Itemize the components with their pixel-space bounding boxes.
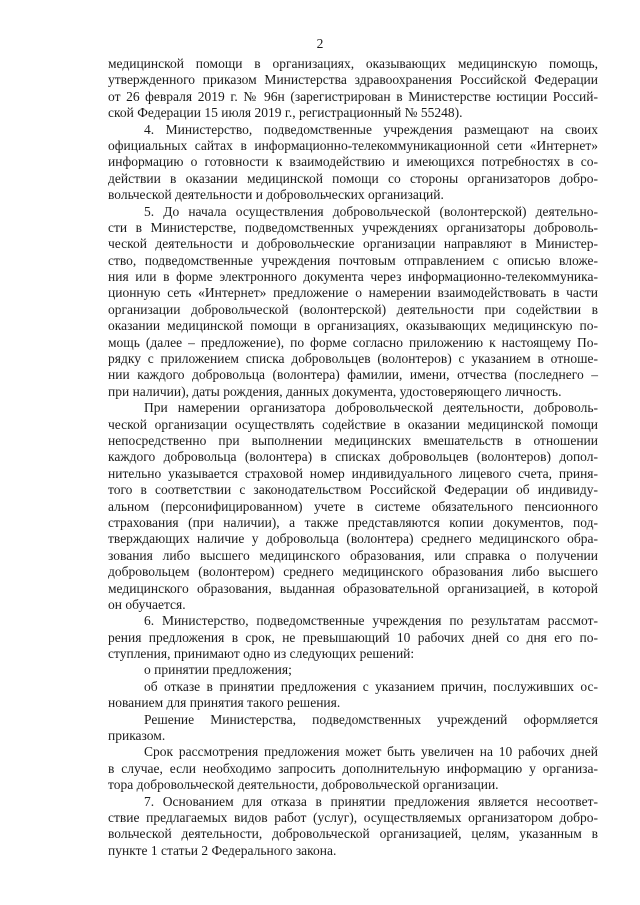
text-line: приказом.: [108, 728, 166, 744]
text-line: непосредственно при выполнении медицинских вмешательств в отношении: [108, 432, 598, 448]
text-line: от 26 февраля 2019 г. № 96н (зарегистрирован в Министерстве юстиции Россий-: [108, 88, 598, 104]
text-line: нительно указывается страховой номер индивидуального лицевого счета, приня-: [108, 465, 598, 481]
text-line: он обучается.: [108, 596, 186, 612]
text-line: при наличии), даты рождения, данных документа, удостоверяющего личность.: [108, 383, 562, 399]
page-number: 2: [316, 36, 324, 51]
text-line: 6. Министерство, подведомственные учреждения по результатам рассмот-: [144, 613, 598, 629]
text-line: пункте 1 статьи 2 Федерального закона.: [108, 842, 337, 858]
paragraph: [108, 662, 598, 678]
text-line: утвержденного приказом Министерства здравоохранения Российской Федерации: [108, 72, 598, 88]
paragraph: [108, 712, 598, 745]
text-line: При намерении организатора добровольческой деятельности, доброволь-: [144, 400, 598, 416]
text-line: ство, подведомственные учреждения почтовым отправлением с описью вложе-: [108, 252, 598, 268]
text-line: ния или в форме электронного документа через информационно-телекоммуника-: [108, 269, 598, 285]
text-line: того в соответствии с законодательством Российской Федерации об индивиду-: [108, 482, 598, 498]
text-line: 7. Основанием для отказа в принятии предложения является несоответ-: [144, 793, 598, 809]
text-line: о принятии предложения;: [144, 662, 292, 678]
text-line: вольческой деятельности, добровольческой организацией, целям, указанным в: [108, 826, 598, 842]
text-line: действии в оказании медицинской помощи со стороны организаторов добро-: [108, 170, 598, 186]
text-line: медицинской помощи в организациях, оказывающих медицинскую помощь,: [108, 56, 598, 71]
text-line: зования либо высшего медицинского образования, или справка о получении: [108, 547, 598, 563]
paragraph: [108, 204, 598, 401]
text-line: ческой организации осуществлять содействие в оказании медицинской помощи: [108, 416, 598, 432]
text-line: официальных сайтах в информационно-телекоммуникационной сети «Интернет»: [108, 137, 598, 153]
text-line: каждого добровольца (волонтера) в списках добровольцев (волонтеров) допол-: [108, 449, 598, 465]
text-line: 5. До начала осуществления добровольческой (волонтерской) деятельно-: [144, 203, 598, 219]
text-line: вольческой деятельности и добровольческих организаций.: [108, 187, 444, 203]
text-line: Решение Министерства, подведомственных учреждений оформляется: [144, 711, 598, 727]
text-line: тверждающих наличие у добровольца (волонтера) среднего медицинского обра-: [108, 531, 598, 547]
text-line: ческой деятельности и добровольческие организации направляют в Министер-: [108, 236, 598, 252]
paragraph: [108, 56, 598, 122]
text-line: организации добровольческой (волонтерской) деятельности при содействии в: [108, 301, 598, 317]
text-line: тора добровольческой деятельности, добровольческой организации.: [108, 777, 499, 793]
text-line: добровольцем (волонтером) среднего медицинского образования либо высшего: [108, 564, 598, 580]
paragraph: [108, 400, 598, 613]
text-line: нованием для принятия такого решения.: [108, 695, 341, 711]
text-line: мощь (далее – предложение), по форме согласно приложению к настоящему По-: [108, 334, 598, 350]
paragraph: [108, 122, 598, 204]
text-line: сти в Министерстве, подведомственных учреждениях организаторы доброволь-: [108, 219, 598, 235]
text-line: Срок рассмотрения предложения может быть увеличен на 10 рабочих дней: [144, 744, 598, 760]
text-line: информацию о готовности к взаимодействию и имеющихся потребностях в со-: [108, 154, 598, 170]
text-line: рядку с приложением списка добровольцев (волонтеров) с указанием в отноше-: [108, 351, 598, 367]
text-line: страхования (при наличии), а также представляются копии документов, под-: [108, 514, 598, 530]
text-line: оказании медицинской помощи в организациях, оказывающих медицинскую по-: [108, 318, 598, 334]
text-line: ствие предлагаемых видов работ (услуг), осуществляемых организатором добро-: [108, 809, 598, 825]
paragraph: [108, 613, 598, 662]
text-line: медицинского образования, выданная образовательной организацией, в которой: [108, 580, 598, 596]
document-body: [108, 56, 598, 859]
text-line: ской Федерации 15 июля 2019 г., регистрационный № 55248).: [108, 105, 463, 121]
text-line: ционную сеть «Интернет» предложение о намерении взаимодействовать в части: [108, 285, 598, 301]
paragraph: [108, 679, 598, 712]
paragraph: [108, 794, 598, 860]
text-line: в случае, если необходимо запросить дополнительную информацию у организа-: [108, 760, 598, 776]
text-line: ступления, принимают одно из следующих решений:: [108, 646, 415, 662]
text-line: нии каждого добровольца (волонтера) фамилии, имени, отчества (последнего –: [108, 367, 598, 383]
text-line: альном (персонифицированном) учете в системе обязательного пенсионного: [108, 498, 598, 514]
text-line: 4. Министерство, подведомственные учреждения размещают на своих: [144, 121, 598, 137]
paragraph: [108, 744, 598, 793]
text-line: рения предложения в срок, не превышающий 10 рабочих дней со дня его по-: [108, 629, 598, 645]
text-line: об отказе в принятии предложения с указанием причин, послуживших ос-: [144, 678, 598, 694]
